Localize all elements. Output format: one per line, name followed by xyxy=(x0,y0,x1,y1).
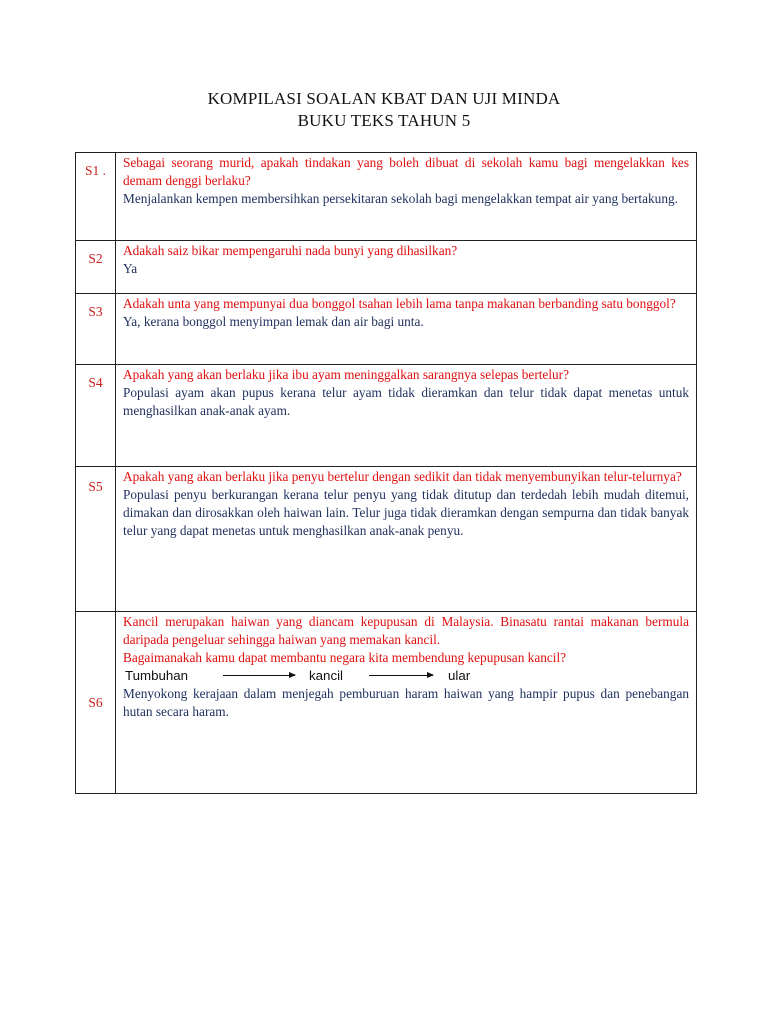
row-content xyxy=(116,294,697,365)
answer-text: Menyokong kerajaan dalam menjegah pemburuan haram haiwan yang hampir pupus dan penebangan hutan secara haram. xyxy=(123,686,689,719)
table-row xyxy=(76,612,697,794)
arrow-right-icon xyxy=(369,675,433,676)
food-chain-item: ular xyxy=(448,668,471,683)
answer-text: Populasi penyu berkurangan kerana telur penyu yang tidak ditutup dan terdedah lebih mudah ditemui, dimakan dan dirosakkan oleh haiwan lain. Telur juga tidak dieramkan dengan sempurna dan tidak banyak telur yang dapat menetas untuk menghasilkan anak-anak penyu. xyxy=(123,487,689,538)
row-label: S4 xyxy=(76,365,116,467)
question-table xyxy=(75,152,697,794)
table-row xyxy=(76,241,697,294)
question-text: Kancil merupakan haiwan yang diancam kepupusan di Malaysia. Binasatu rantai makanan bermula daripada pengeluar sehingga haiwan yang memakan kancil. xyxy=(123,614,689,647)
row-label: S5 xyxy=(76,467,116,612)
answer-text: Ya, kerana bonggol menyimpan lemak dan air bagi unta. xyxy=(123,314,424,329)
question-text: Apakah yang akan berlaku jika ibu ayam meninggalkan sarangnya selepas bertelur? xyxy=(123,367,570,382)
document-subtitle: BUKU TEKS TAHUN 5 xyxy=(297,111,471,130)
question-text: Adakah unta yang mempunyai dua bonggol tsahan lebih lama tanpa makanan berbanding satu bonggol? xyxy=(123,296,676,311)
document-title: KOMPILASI SOALAN KBAT DAN UJI MINDA xyxy=(207,89,561,108)
arrow-right-icon xyxy=(223,675,295,676)
answer-text: Menjalankan kempen membersihkan persekitaran sekolah bagi mengelakkan tempat air yang bertakung. xyxy=(123,191,678,206)
answer-text: Ya xyxy=(123,261,138,276)
answer-text: Populasi ayam akan pupus kerana telur ayam tidak dieramkan dan telur tidak dapat menetas untuk menghasilkan anak-anak ayam. xyxy=(123,385,689,418)
row-label: S6 xyxy=(76,612,116,794)
row-content xyxy=(116,612,697,794)
food-chain-item: kancil xyxy=(309,668,343,683)
row-content xyxy=(116,467,697,612)
row-content xyxy=(116,153,697,241)
table-row xyxy=(76,365,697,467)
row-label: S1 . xyxy=(76,153,116,241)
food-chain-item: Tumbuhan xyxy=(125,668,189,683)
table-row xyxy=(76,153,697,241)
row-content xyxy=(116,365,697,467)
question-text: Apakah yang akan berlaku jika penyu bertelur dengan sedikit dan tidak menyembunyikan telur-telurnya? xyxy=(123,469,682,484)
question-text: Bagaimanakah kamu dapat membantu negara kita membendung kepupusan kancil? xyxy=(123,650,567,665)
question-text: Adakah saiz bikar mempengaruhi nada bunyi yang dihasilkan? xyxy=(123,243,458,258)
row-label: S3 xyxy=(76,294,116,365)
row-label: S2 xyxy=(76,241,116,294)
question-text: Sebagai seorang murid, apakah tindakan yang boleh dibuat di sekolah kamu bagi mengelakkan kes demam denggi berlaku? xyxy=(123,155,689,188)
table-row xyxy=(76,294,697,365)
row-content xyxy=(116,241,697,294)
table-row xyxy=(76,467,697,612)
food-chain xyxy=(123,667,689,685)
